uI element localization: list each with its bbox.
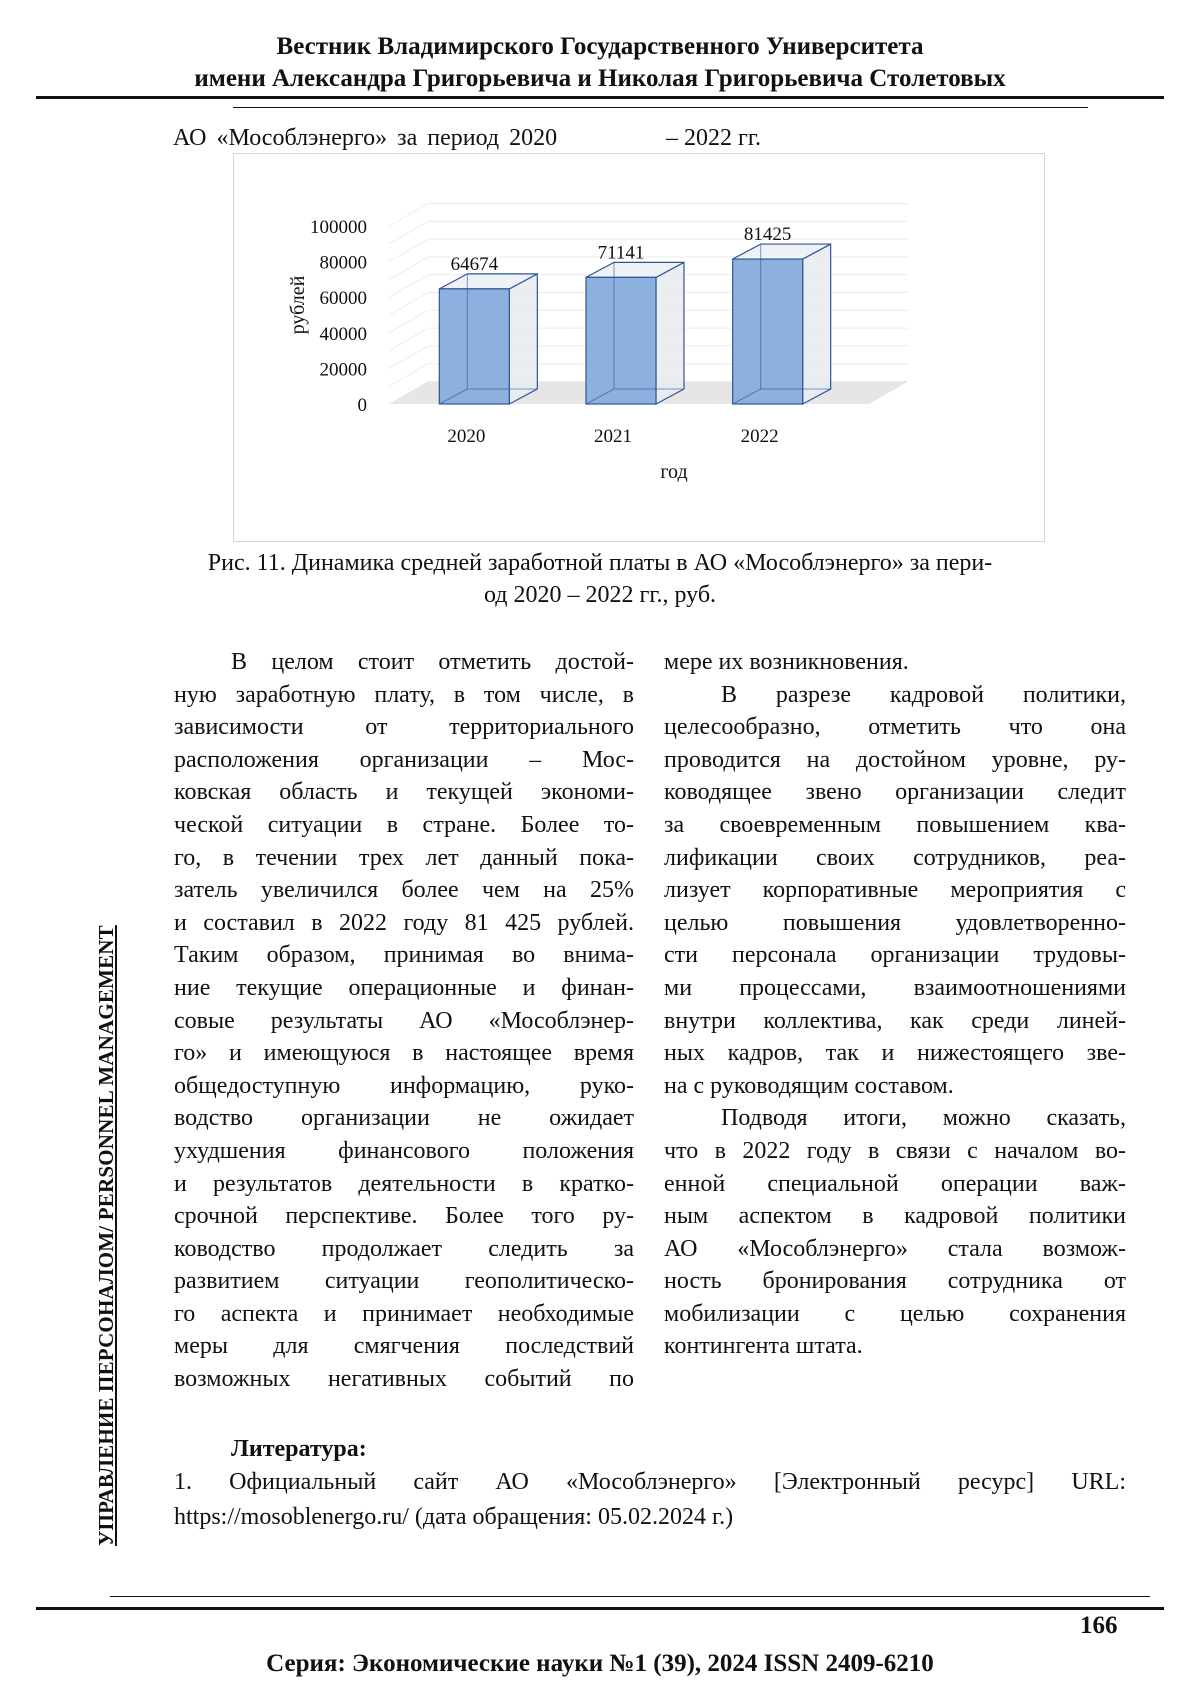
text-line: ным аспектом в кадровой политики <box>664 1203 1126 1230</box>
text-line: Таким образом, принимая во внима- <box>174 942 634 969</box>
text-line: мобилизации с целью сохранения <box>664 1300 1126 1327</box>
text-line: ных кадров, так и нижестоящего зве- <box>664 1040 1126 1067</box>
text-line: ность бронирования сотрудника от <box>664 1268 1126 1295</box>
bar-front <box>733 259 803 404</box>
chart-gridline-side <box>389 364 428 387</box>
text-line: ководящее звено организации следит <box>664 779 1126 806</box>
y-tick-label: 60000 <box>319 288 367 310</box>
chart-gridline-side <box>389 346 428 369</box>
text-line: зависимости от территориального <box>174 714 634 741</box>
figure-caption-line2: од 2020 – 2022 гг., руб. <box>483 582 717 608</box>
x-axis-label: год <box>660 461 688 483</box>
footer-rule-thick <box>36 1607 1164 1610</box>
text-line: срочной перспективе. Более того ру- <box>174 1203 634 1230</box>
text-line: контингента штата. <box>664 1333 863 1360</box>
text-line: и составил в 2022 году 81 425 рублей. <box>174 909 634 936</box>
references-heading: Литература: <box>231 1436 367 1462</box>
text-line: ную заработную плату, в том числе, в <box>174 681 634 708</box>
y-tick-label: 80000 <box>319 252 367 274</box>
text-line: лизует корпоративные мероприятия с <box>664 877 1126 904</box>
footer-rule-thin <box>110 1596 1150 1597</box>
text-line: за своевременным повышением ква- <box>664 811 1126 838</box>
bar-front <box>586 277 656 404</box>
right-paragraph-2 <box>664 679 1126 1103</box>
text-line: АО «Мособлэнерго» стала возмож- <box>664 1235 1126 1262</box>
text-line: го аспекта и принимает необходимые <box>174 1300 634 1327</box>
chart-gridline-side <box>389 328 428 351</box>
text-line: расположения организации – Мос- <box>174 746 634 773</box>
text-line: ми процессами, взаимоотношениями <box>664 974 1126 1001</box>
header-rule-thin <box>233 107 1088 108</box>
bar-front <box>439 289 509 404</box>
text-line: проводится на достойном уровне, ру- <box>664 746 1126 773</box>
chart-gridline-side <box>389 204 428 227</box>
y-axis-label: рублей <box>287 275 309 335</box>
text-line: меры для смягчения последствий <box>174 1333 634 1360</box>
text-line: внутри коллектива, как среди линей- <box>664 1007 1126 1034</box>
right-paragraph-1 <box>664 646 1126 679</box>
x-tick-label: 2021 <box>594 426 632 447</box>
journal-title-line2: имени Александра Григорьевича и Николая Григорьевича Столетовых <box>194 65 1006 92</box>
chart-gridline-side <box>389 221 428 244</box>
reference-item-line2: https://mosoblenergo.ru/ (дата обращения: 05.02.2024 г.) <box>174 1504 734 1530</box>
chart-top-text-right: – 2022 гг. <box>666 125 761 151</box>
y-tick-label: 40000 <box>319 323 367 345</box>
chart-gridline-side <box>389 275 428 298</box>
text-line: енной специальной операции важ- <box>664 1170 1126 1197</box>
text-line: водство организации не ожидает <box>174 1105 634 1132</box>
text-line: мере их возникновения. <box>664 649 909 675</box>
text-line: совые результаты АО «Мособлэнер- <box>174 1007 634 1034</box>
series-footer: Серия: Экономические науки №1 (39), 2024 ISSN 2409-6210 <box>266 1650 934 1677</box>
chart-gridline-side <box>389 293 428 316</box>
text-line: ковская область и текущей экономи- <box>174 779 634 806</box>
section-side-label: УПРАВЛЕНИЕ ПЕРСОНАЛОМ/ PERSONNEL MANAGEMENT <box>94 925 118 1546</box>
text-line: Подводя итоги, можно сказать, <box>721 1105 1126 1132</box>
text-line: целью повышения удовлетворенно- <box>664 909 1126 936</box>
text-line: и результатов деятельности в кратко- <box>174 1170 634 1197</box>
text-line: затель увеличился более чем на 25% <box>174 877 634 904</box>
bar-data-label: 71141 <box>597 242 645 264</box>
x-tick-label: 2022 <box>740 426 779 447</box>
text-line: сти персонала организации трудовы- <box>664 942 1126 969</box>
bar-data-label: 81425 <box>743 224 792 246</box>
chart-gridline-side <box>389 310 428 333</box>
reference-item-line1: 1. Официальный сайт АО «Мособлэнерго» [Электронный ресурс] URL: <box>174 1469 1126 1495</box>
text-line: В целом стоит отметить достой- <box>231 649 634 675</box>
text-line: общедоступную информацию, руко- <box>174 1072 634 1099</box>
figure-caption-line1: Рис. 11. Динамика средней заработной платы в АО «Мособлэнерго» за пери- <box>207 550 993 576</box>
y-tick-label: 20000 <box>319 359 367 381</box>
text-line: В разрезе кадровой политики, <box>721 681 1126 708</box>
y-tick-label: 0 <box>357 395 367 416</box>
chart-gridline-side <box>389 257 428 280</box>
y-tick-label: 100000 <box>310 217 367 238</box>
bar-side <box>656 262 684 404</box>
header-rule-thick <box>36 96 1164 99</box>
text-line: лификации своих сотрудников, реа- <box>664 844 1126 871</box>
text-line: ухудшения финансового положения <box>174 1137 634 1164</box>
bar-side <box>803 244 831 404</box>
text-line: возможных негативных событий по <box>174 1366 634 1393</box>
text-line: го» и имеющуюся в настоящее время <box>174 1040 634 1067</box>
bar-data-label: 64674 <box>450 253 499 275</box>
left-column <box>174 646 634 1396</box>
text-line: го, в течении трех лет данный пока- <box>174 844 634 871</box>
text-line: на с руководящим составом. <box>664 1072 954 1099</box>
journal-title-line1: Вестник Владимирского Государственного Университета <box>276 33 924 60</box>
right-column <box>664 646 1126 1363</box>
chart-gridline-side <box>389 239 428 262</box>
text-line: ние текущие операционные и финан- <box>174 974 634 1001</box>
bar-side <box>509 274 537 404</box>
text-line: ководство продолжает следить за <box>174 1235 634 1262</box>
x-tick-label: 2020 <box>447 426 486 447</box>
right-paragraph-3 <box>664 1102 1126 1363</box>
text-line: что в 2022 году в связи с началом во- <box>664 1137 1126 1164</box>
salary-bar-chart <box>234 154 1044 541</box>
page-number: 166 <box>1080 1612 1118 1639</box>
chart-frame <box>233 153 1045 542</box>
text-line: целесообразно, отметить что она <box>664 714 1126 741</box>
text-line: развитием ситуации геополитическо- <box>174 1268 634 1295</box>
chart-top-text-left: АО «Мособлэнерго» за период 2020 <box>173 125 558 151</box>
text-line: ческой ситуации в стране. Более то- <box>174 811 634 838</box>
